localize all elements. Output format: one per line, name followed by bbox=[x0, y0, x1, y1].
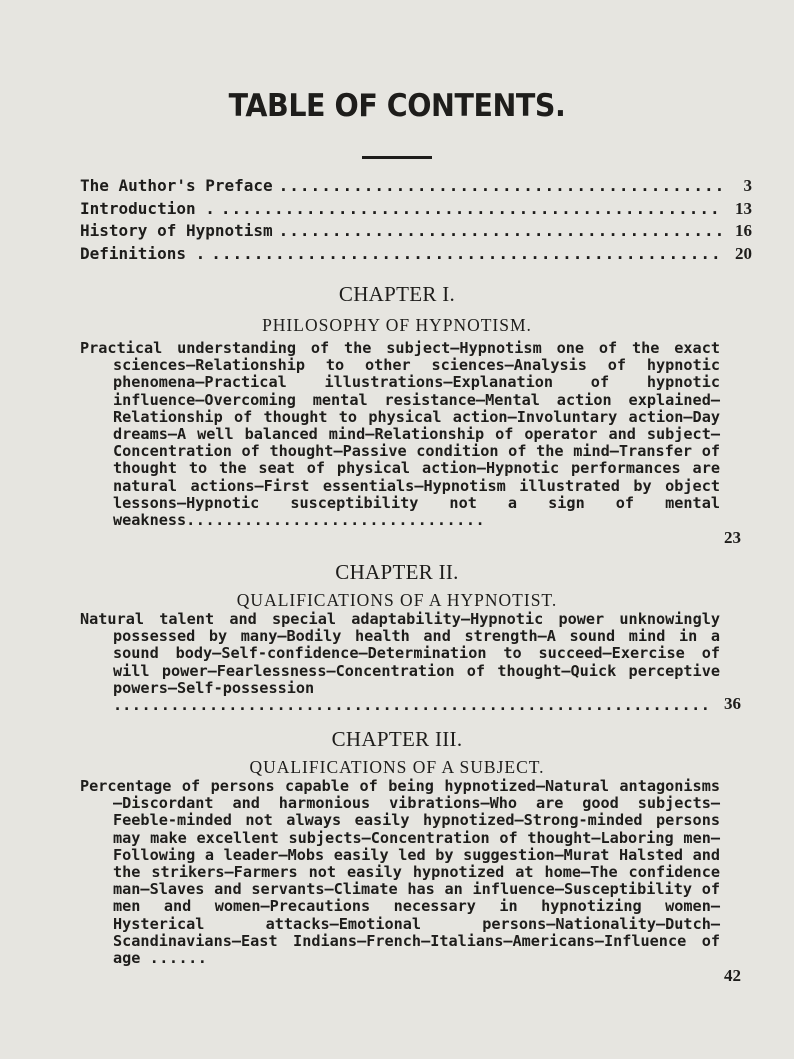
dot-leader bbox=[211, 244, 722, 263]
toc-entry-label: Introduction . bbox=[80, 198, 215, 218]
dot-leader bbox=[221, 199, 722, 218]
toc-entry-definitions bbox=[80, 244, 752, 267]
synopsis-text: Practical understanding of the subject—Hypnotism one of the exact sciences—Relationship to other sciences—Analysis of hypnotic phenomena—Practical illustrations—Explanation of hypnotic influence—Overcoming mental resistance—Mental action explained—Relationship of thought to physical action—Involuntary action—Day dreams—A well balanced mind—Relationship of operator and subject—Concentration of thought—Passive condition of the mind—Transfer of thought to the seat of physical action—Hypnotic performances are natural actions—First essentials—Hypnotism illustrated by object lessons—Hypnotic susceptibility not a sign of mental weakness bbox=[80, 339, 720, 530]
toc-entry-preface bbox=[80, 176, 752, 199]
toc-entry-history bbox=[80, 221, 752, 244]
chapter-title: QUALIFICATIONS OF A HYPNOTIST. bbox=[236, 590, 558, 610]
chapter-heading: CHAPTER I. bbox=[338, 282, 456, 306]
toc-entry-introduction bbox=[80, 199, 752, 222]
front-matter-list bbox=[80, 176, 752, 266]
page-title: TABLE OF CONTENTS. bbox=[228, 88, 566, 124]
toc-entry-page: 13 bbox=[735, 198, 752, 218]
chapter-synopsis bbox=[80, 778, 720, 986]
toc-entry-label: The Author's Preface bbox=[80, 176, 273, 195]
chapter-page-number: 36 bbox=[724, 694, 741, 713]
chapter-title: PHILOSOPHY OF HYPNOTISM. bbox=[262, 315, 532, 335]
dot-leader bbox=[279, 176, 722, 195]
chapter-page-number: 23 bbox=[724, 528, 741, 547]
toc-entry-label: History of Hypnotism bbox=[80, 221, 273, 240]
chapter-synopsis bbox=[80, 611, 720, 715]
dot-leader: ...... bbox=[149, 949, 208, 968]
synopsis-text: Natural talent and special adaptability—Hypnotic power unknowingly possessed by many—Bodily health and strength—A sound mind in a sound body—Self-confidence—Determination to succeed—Exercise of will power—Fearlessness—Concentration of thought—Quick perceptive powers—Self-possession . bbox=[80, 610, 720, 715]
chapter-synopsis bbox=[80, 340, 720, 548]
dot-leader: ............................... bbox=[186, 511, 486, 530]
title-divider bbox=[362, 156, 432, 159]
synopsis-text: Percentage of persons capable of being hypnotized—Natural antagonisms—Discordant and harmonious vibrations—Who are good subjects—Feeble-minded not always easily hypnotized—Strong-minded persons may make excellent subjects—Concentration of thought—Laboring men—Following a leader—Mobs easily led by suggestion—Murat Halsted and the strikers—Farmers not easily hypnotized at home—The confidence man—Slaves and servants—Climate has an influence—Susceptibility of men and women—Precautions necessary in hypnotizing women—Hysterical attacks—Emotional persons—Nationality—Dutch—Scandinavians—East Indians—French—Italians—Americans—Influence of age bbox=[80, 777, 720, 968]
chapter-heading: CHAPTER II. bbox=[335, 560, 459, 584]
dot-leader bbox=[279, 221, 722, 240]
toc-entry-label: Definitions . bbox=[80, 243, 206, 263]
toc-entry-page: 20 bbox=[735, 243, 752, 263]
chapter-title: QUALIFICATIONS OF A SUBJECT. bbox=[249, 757, 545, 777]
chapter-page-number: 42 bbox=[724, 966, 741, 985]
chapter-heading: CHAPTER III. bbox=[331, 727, 463, 751]
toc-entry-page: 16 bbox=[735, 221, 752, 240]
toc-entry-page: 3 bbox=[743, 176, 752, 195]
dot-leader: ............................................................. bbox=[122, 696, 711, 715]
